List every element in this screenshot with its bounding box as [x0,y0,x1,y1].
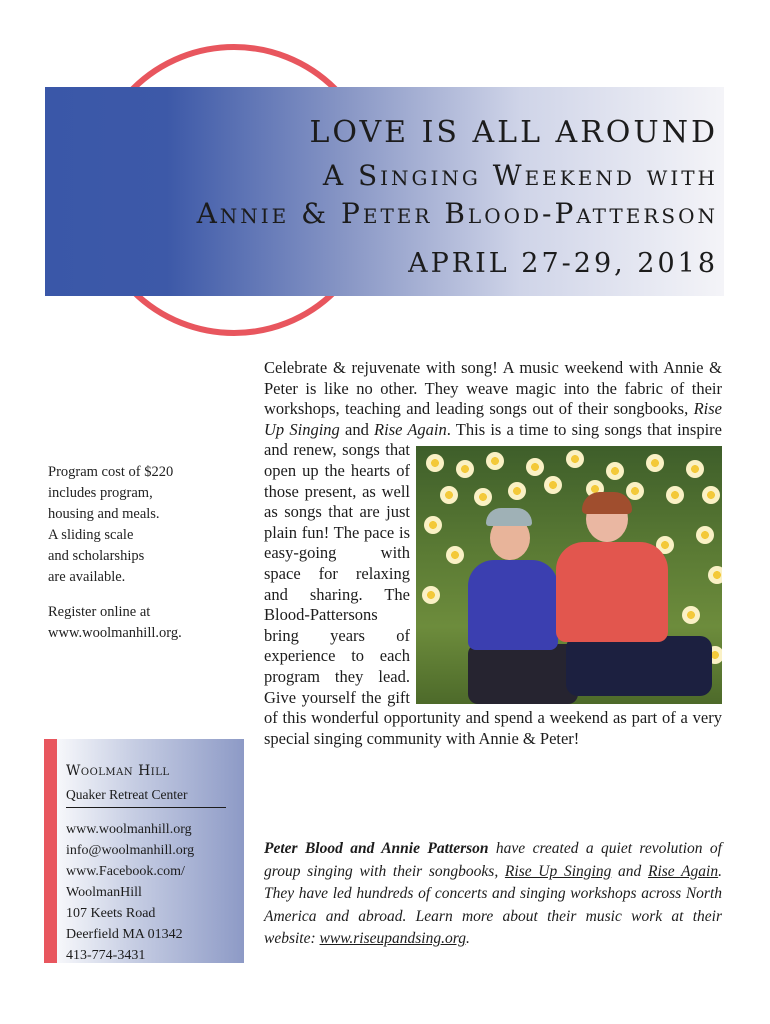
contact-accent-stripe [44,739,57,963]
cost-line: A sliding scale [48,527,134,543]
event-description [264,358,722,749]
daffodil [508,482,526,500]
cost-line: includes program, [48,485,153,501]
event-dates: APRIL 27-29, 2018 [408,248,718,279]
daffodil [422,586,440,604]
daffodil [682,606,700,624]
facebook-link[interactable]: www.Facebook.com/ [66,864,185,879]
daffodil [606,462,624,480]
contact-box [44,739,244,963]
program-cost-info [48,462,238,644]
event-title: LOVE IS ALL AROUND [309,115,718,150]
organization-subtitle: Quaker Retreat Center [66,787,226,808]
daffodil [486,452,504,470]
banner-title-block [196,115,718,279]
person-annie [556,496,676,704]
daffodil [526,458,544,476]
organization-name: Woolman Hill [66,763,170,779]
daffodil [426,454,444,472]
daffodil [686,460,704,478]
daffodil [646,454,664,472]
address-line: 107 Keets Road [66,906,156,921]
performers-photo [416,446,722,704]
songbook-link[interactable]: Rise Again [647,862,719,880]
website-link[interactable]: www.woolmanhill.org [66,822,192,837]
cost-line: are available. [48,569,126,585]
register-link[interactable]: www.woolmanhill.org. [48,625,182,641]
event-hosts: Annie & Peter Blood-Patterson [196,197,718,230]
website-link[interactable]: www.riseupandsing.org [319,930,466,947]
register-line: Register online at [48,604,151,620]
songbook-title: Rise Up Singing [264,399,722,439]
daffodil [456,460,474,478]
event-subtitle: A Singing Weekend with [322,159,718,192]
email-link[interactable]: info@woolmanhill.org [66,843,195,858]
daffodil [424,516,442,534]
cost-line: housing and meals. [48,506,160,522]
daffodil [708,566,722,584]
performer-bio: Peter Blood and Annie Patterson have created a quiet revolution of group singing with their songbooks, Rise Up Singing and Rise Again. They have led hundreds of concerts and singing workshops across North America and abroad. Learn more about their music work at their website: www.riseupandsing.org. [264,840,722,947]
daffodil [446,546,464,564]
songbook-link[interactable]: Rise Up Singing [504,862,612,880]
daffodil [566,450,584,468]
phone-number: 413-774-3431 [66,948,146,963]
description-paragraph: Celebrate & rejuvenate with song! A music weekend with Annie & Peter is like no other. They weave magic into the fabric of their workshops, teaching and leading songs out of their songbooks, Rise Up Singing and Rise Again. This is a time to sing songs that inspire and renew, songs that open up the hearts of those present, as well as songs that are just plain fun! The pace is easy-going with space for relaxing and sharing. The Blood-Pattersons bring years of experience to each program they lead. Give yourself the gift of this wonderful opportunity and spend a weekend as part of a very special singing community with Annie & Peter! [264,358,722,749]
daffodil [696,526,714,544]
daffodil [474,488,492,506]
daffodil [702,486,720,504]
daffodil [440,486,458,504]
performer-names: Peter Blood and Annie Patterson [264,840,489,857]
facebook-link-cont[interactable]: WoolmanHill [66,885,142,900]
cost-line: Program cost of $220 [48,464,174,480]
daffodil [544,476,562,494]
person-peter [468,516,558,704]
cost-line: and scholarships [48,548,145,564]
songbook-title: Rise Again [374,419,447,439]
address-line: Deerfield MA 01342 [66,927,183,942]
